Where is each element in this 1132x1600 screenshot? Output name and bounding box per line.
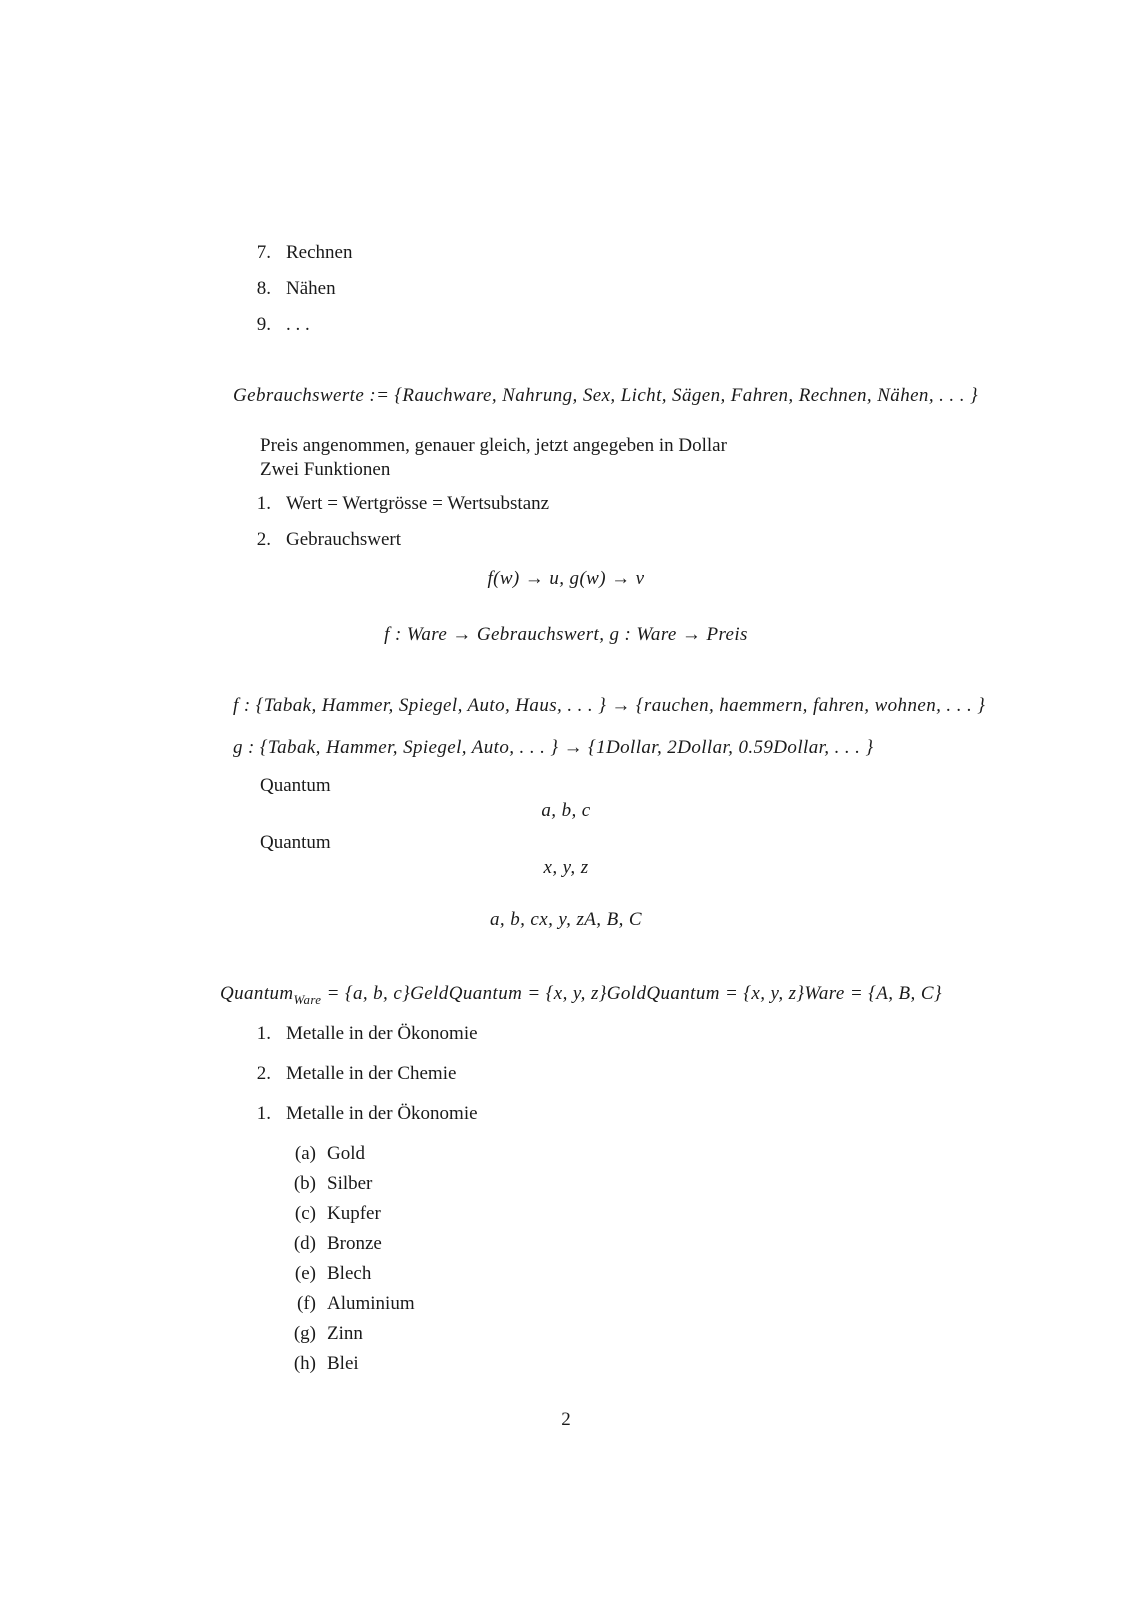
list-number: 2. xyxy=(256,1063,271,1084)
paragraph-line-1: Preis angenommen, genauer gleich, jetzt angegeben in Dollar xyxy=(260,435,727,456)
list-number: 1. xyxy=(256,1023,271,1044)
sublist-item-bronze xyxy=(288,1232,382,1256)
equation-xyz: x, y, z xyxy=(543,857,589,878)
sublist-text: Gold xyxy=(327,1143,365,1164)
list-text: Rechnen xyxy=(286,242,353,263)
equation-f-g-apply: f(w) → u, g(w) → v xyxy=(487,568,645,589)
sublist-text: Kupfer xyxy=(327,1203,381,1224)
sublist-item-kupfer xyxy=(288,1202,381,1226)
list-number: 8. xyxy=(256,278,271,299)
sublist-item-blei xyxy=(288,1352,359,1376)
list-number: 2. xyxy=(256,529,271,550)
list-item-gebrauchswert xyxy=(233,528,401,552)
equation-quantum-ware-subscript: Ware xyxy=(293,991,322,1007)
list-text: Wert = Wertgrösse = Wertsubstanz xyxy=(286,493,550,514)
equation-quantum-ware-rest: = {a, b, c}GeldQuantum = {x, y, z}GoldQuantum = {x, y, z}Ware = {A, B, C} xyxy=(321,983,942,1004)
sublist-item-gold xyxy=(288,1142,365,1166)
sublist-text: Silber xyxy=(327,1173,373,1194)
sublist-marker: (f) xyxy=(297,1293,316,1314)
list-text: Metalle in der Ökonomie xyxy=(286,1103,478,1124)
list-item-8 xyxy=(233,277,336,301)
sublist-marker: (c) xyxy=(294,1203,316,1224)
sublist-item-silber xyxy=(288,1172,372,1196)
sublist-text: Blech xyxy=(327,1263,372,1284)
list-number: 7. xyxy=(256,242,271,263)
equation-g-set: g : {Tabak, Hammer, Spiegel, Auto, . . . } → {1Dollar, 2Dollar, 0.59Dollar, . . . } xyxy=(233,737,874,758)
sublist-item-aluminium xyxy=(288,1292,415,1316)
sublist-text: Bronze xyxy=(327,1233,382,1254)
equation-f-set: f : {Tabak, Hammer, Spiegel, Auto, Haus, . . . } → {rauchen, haemmern, fahren, wohnen, . . . } xyxy=(233,695,986,716)
equation-f-g-signature: f : Ware → Gebrauchswert, g : Ware → Preis xyxy=(384,624,748,645)
list-text: . . . xyxy=(286,314,310,335)
sublist-text: Aluminium xyxy=(327,1293,415,1314)
paragraph-preis xyxy=(260,434,980,482)
sublist-text: Blei xyxy=(327,1353,359,1374)
sublist-marker: (a) xyxy=(294,1143,316,1164)
sublist-marker: (d) xyxy=(293,1233,316,1254)
list-item-metalle-okonomie-2 xyxy=(233,1102,478,1126)
list-item-7 xyxy=(233,241,352,265)
sublist-item-zinn xyxy=(288,1322,363,1346)
sublist-marker: (b) xyxy=(293,1173,316,1194)
equation-quantum-ware-base: Quantum xyxy=(220,983,294,1004)
list-number: 1. xyxy=(256,493,271,514)
list-text: Nähen xyxy=(286,278,336,299)
list-item-wert xyxy=(233,492,549,516)
list-number: 9. xyxy=(256,314,271,335)
list-item-metalle-chemie xyxy=(233,1062,456,1086)
sublist-item-blech xyxy=(288,1262,371,1286)
list-text: Gebrauchswert xyxy=(286,529,402,550)
list-text: Metalle in der Chemie xyxy=(286,1063,457,1084)
equation-gebrauchswerte: Gebrauchswerte := {Rauchware, Nahrung, Sex, Licht, Sägen, Fahren, Rechnen, Nähen, . . . } xyxy=(233,385,979,406)
sublist-marker: (g) xyxy=(293,1323,316,1344)
sublist-marker: (e) xyxy=(294,1263,316,1284)
list-number: 1. xyxy=(256,1103,271,1124)
quantum-label-2: Quantum xyxy=(260,832,331,853)
sublist-text: Zinn xyxy=(327,1323,363,1344)
list-item-metalle-okonomie xyxy=(233,1022,478,1046)
quantum-label-1: Quantum xyxy=(260,775,331,796)
list-item-9 xyxy=(233,313,310,337)
equation-combined-values: a, b, cx, y, zA, B, C xyxy=(490,909,642,930)
equation-quantum-ware xyxy=(220,982,942,1008)
equation-abc: a, b, c xyxy=(541,800,591,821)
paragraph-line-2: Zwei Funktionen xyxy=(260,459,391,480)
sublist-marker: (h) xyxy=(293,1353,316,1374)
list-text: Metalle in der Ökonomie xyxy=(286,1023,478,1044)
page-number: 2 xyxy=(561,1409,571,1430)
